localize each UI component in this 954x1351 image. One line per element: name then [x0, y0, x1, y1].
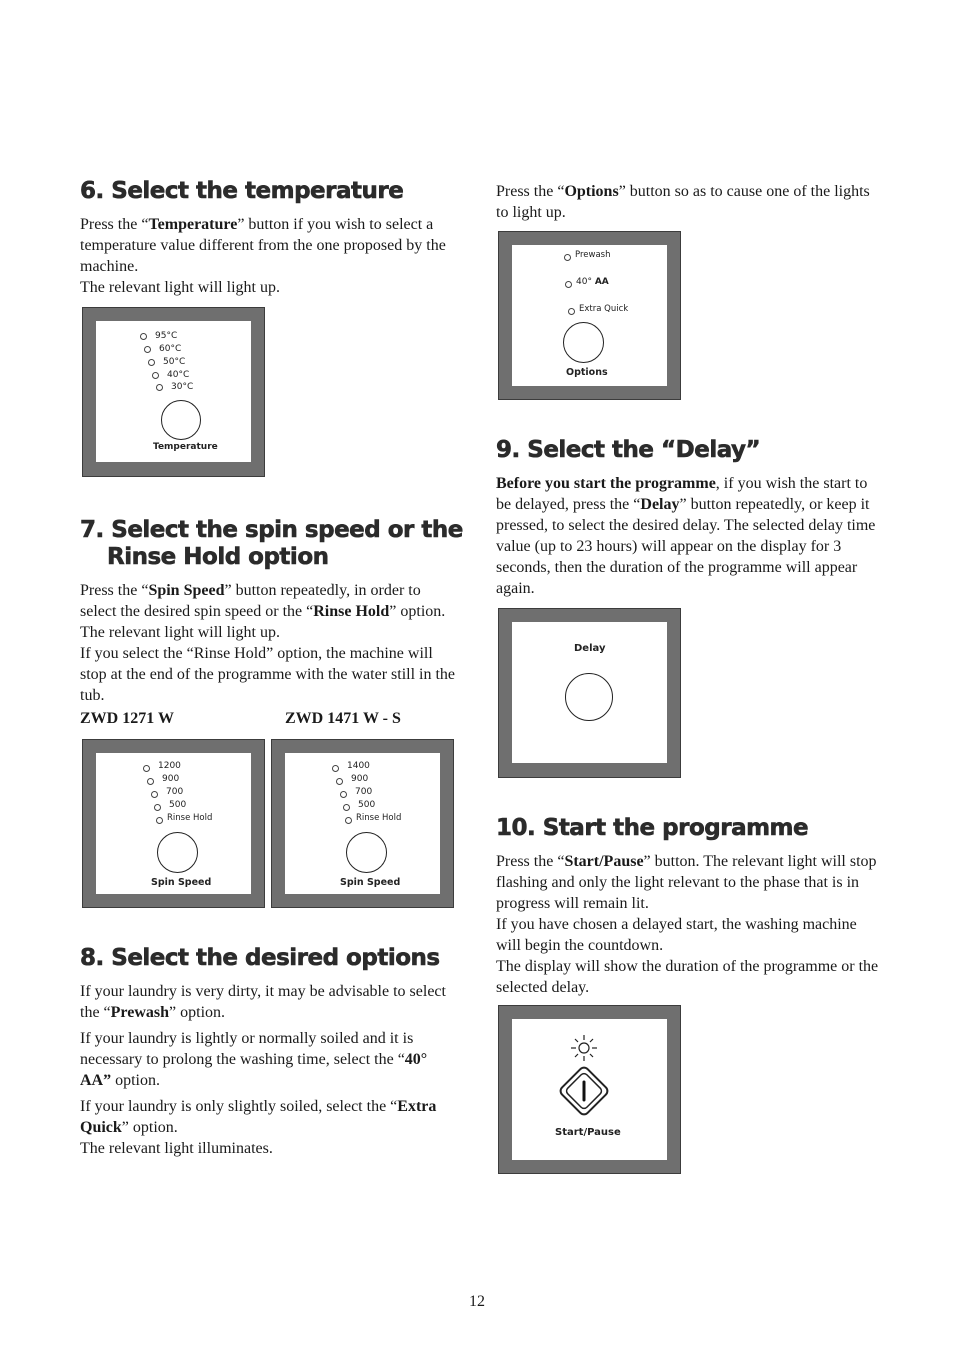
temp-light-5 [156, 384, 163, 391]
spin-light-3 [340, 791, 347, 798]
delay-button-label: Delay [574, 643, 606, 654]
temp-light-1 [140, 333, 147, 340]
temp-light-2 [144, 346, 151, 353]
heading-delay: 9. Select the “Delay” [496, 437, 761, 463]
model-name-1471: ZWD 1471 W - S [285, 710, 401, 727]
extra-quick-option: Extra Quick [579, 304, 629, 314]
spin-option-5: Rinse Hold [356, 813, 402, 823]
spin-light-1 [143, 765, 150, 772]
delay-button[interactable] [565, 673, 613, 721]
spin-light-4 [154, 804, 161, 811]
spin-light-3 [151, 791, 158, 798]
heading-options: 8. Select the desired options [80, 945, 440, 971]
options-text-prewash: If your laundry is very dirty, it may be advisable to select the “Prewash” option. [80, 983, 446, 1021]
temp-light-4 [152, 372, 159, 379]
spin-option-1: 1200 [158, 761, 181, 771]
spin-option-2: 900 [162, 774, 180, 784]
delay-panel [498, 608, 681, 778]
spin-light-2 [336, 778, 343, 785]
spin-speed-button[interactable] [157, 832, 198, 873]
spin-speed-button-label: Spin Speed [340, 877, 401, 888]
temperature-button[interactable] [161, 400, 201, 440]
spin-light-1 [332, 765, 339, 772]
temp-option-5: 30°C [171, 382, 194, 392]
spin-speed-button[interactable] [346, 832, 387, 873]
temp-option-2: 60°C [159, 344, 182, 354]
prewash-light [564, 254, 571, 261]
spin-light-5 [345, 817, 352, 824]
model-name-1271: ZWD 1271 W [80, 710, 174, 727]
spin-option-5: Rinse Hold [167, 813, 213, 823]
sun-light-icon [569, 1033, 599, 1063]
options-intro-text: Press the “Options” button so as to cause one of the lights to light up. [496, 183, 870, 221]
40aa-light [565, 281, 572, 288]
spin-panel-1271 [82, 739, 265, 908]
spin-option-2: 900 [351, 774, 369, 784]
spin-option-4: 500 [358, 800, 376, 810]
temperature-panel [82, 307, 265, 477]
options-panel [498, 231, 681, 400]
temp-option-4: 40°C [167, 370, 190, 380]
heading-start: 10. Start the programme [496, 815, 809, 841]
spin-speed-button-label: Spin Speed [151, 877, 212, 888]
spin-option-1: 1400 [347, 761, 370, 771]
delay-text: Before you start the programme, if you wish the start to be delayed, press the “Delay” button repeatedly, or keep it pressed, to select the desired delay. The selected delay time value (up to 23 hours) will appear on the display for 3 seconds, then the duration of the programme will appear again. [496, 475, 876, 597]
temperature-button-label: Temperature [153, 442, 218, 452]
start-pause-panel [498, 1005, 681, 1174]
spin-panel-1471 [271, 739, 454, 908]
spin-option-3: 700 [166, 787, 184, 797]
prewash-option: Prewash [575, 250, 611, 260]
spin-text: Press the “Spin Speed” button repeatedly, in order to select the desired spin speed or the “Rinse Hold” option. The relevant light will light up. If you select the “Rinse Hold” option, the machine will stop at the end of the programme with the water still in the tub. [80, 582, 456, 704]
start-pause-button-label: Start/Pause [555, 1127, 621, 1138]
options-text-extra-quick: If your laundry is only slightly soiled, select the “Extra Quick” option. The relevant light illuminates. [80, 1098, 437, 1157]
spin-option-3: 700 [355, 787, 373, 797]
start-text: Press the “Start/Pause” button. The relevant light will stop flashing and only the light relevant to the phase that is in progress will remain lit. If you have chosen a delayed start, the washing machine will begin the countdown. The display will show the duration of the programme or the selected delay. [496, 853, 879, 996]
temp-option-3: 50°C [163, 357, 186, 367]
extra-quick-light [568, 308, 575, 315]
spin-light-5 [156, 817, 163, 824]
options-button[interactable] [563, 322, 604, 363]
options-text-40aa: If your laundry is lightly or normally soiled and it is necessary to prolong the washing time, select the “40° AA” option. [80, 1030, 428, 1089]
page-number: 12 [469, 1293, 485, 1310]
start-pause-button[interactable] [554, 1061, 614, 1121]
spin-option-4: 500 [169, 800, 187, 810]
spin-light-2 [147, 778, 154, 785]
temperature-text: Press the “Temperature” button if you wish to select a temperature value different from the one proposed by the machine. The relevant light will light up. [80, 216, 446, 296]
spin-light-4 [343, 804, 350, 811]
options-button-label: Options [566, 367, 608, 378]
heading-spin-speed: 7. Select the spin speed or the Rinse Hold option [80, 517, 463, 570]
heading-temperature: 6. Select the temperature [80, 178, 404, 204]
temp-option-1: 95°C [155, 331, 178, 341]
temp-light-3 [148, 359, 155, 366]
40aa-option: 40° AA [576, 277, 609, 287]
